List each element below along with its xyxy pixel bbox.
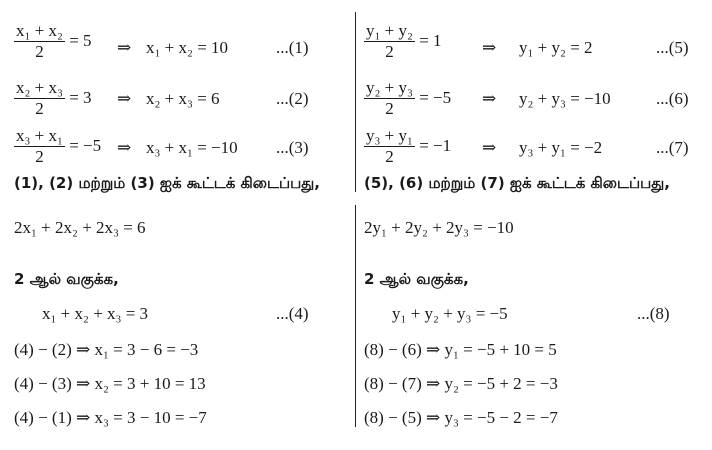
left-arrow-2: ⇒: [117, 89, 132, 108]
fraction-rhs: = 5: [69, 30, 92, 50]
right-result-1: y₁ + y₂ = 2: [519, 38, 593, 57]
column-divider-bottom: [355, 205, 356, 427]
left-result-3: x₃ + x₁ = −10: [146, 138, 238, 157]
left-arrow-3: ⇒: [117, 138, 132, 157]
left-result-x2: (4) − (3) ⇒ x₂ = 3 + 10 = 13: [14, 374, 206, 393]
left-tag-2: ...(2): [276, 89, 309, 108]
right-adding-text: (5), (6) மற்றும் (7) ஐக் கூட்டக் கிடைப்பது,: [364, 174, 670, 192]
right-tag-8: ...(8): [637, 304, 670, 323]
right-result-y1: (8) − (6) ⇒ y₁ = −5 + 10 = 5: [364, 340, 557, 359]
fraction-denominator: 2: [385, 99, 394, 118]
right-arrow-1: ⇒: [482, 38, 497, 57]
column-divider-top: [355, 12, 356, 192]
fraction-rhs: = 3: [69, 87, 92, 107]
fraction-denominator: 2: [35, 147, 44, 166]
right-fraction-1: [364, 22, 415, 62]
right-tag-1: ...(5): [656, 38, 689, 57]
left-eq-row-2: [14, 79, 92, 119]
right-arrow-2: ⇒: [482, 89, 497, 108]
left-adding-text: (1), (2) மற்றும் (3) ஐக் கூட்டக் கிடைப்பது,: [14, 174, 320, 192]
fraction-rhs: = −1: [419, 135, 452, 155]
left-result-x3: (4) − (1) ⇒ x₃ = 3 − 10 = −7: [14, 408, 207, 427]
left-result-x1: (4) − (2) ⇒ x₁ = 3 − 6 = −3: [14, 340, 199, 359]
right-result-2: y₂ + y₃ = −10: [519, 89, 611, 108]
fraction-denominator: 2: [385, 42, 394, 61]
left-tag-4: ...(4): [276, 304, 309, 323]
right-result-y3: (8) − (5) ⇒ y₃ = −5 − 2 = −7: [364, 408, 558, 427]
fraction-numerator: y₁ + y₂: [366, 21, 413, 40]
right-fraction-3: [364, 127, 415, 167]
left-result-1: x₁ + x₂ = 10: [146, 38, 229, 57]
left-fraction-1: [14, 22, 65, 62]
left-result-2: x₂ + x₃ = 6: [146, 89, 220, 108]
left-eq-row-1: [14, 22, 92, 62]
fraction-denominator: 2: [385, 147, 394, 166]
fraction-denominator: 2: [35, 99, 44, 118]
fraction-rhs: = −5: [69, 135, 102, 155]
fraction-numerator: y₃ + y₁: [366, 126, 413, 145]
right-eq-row-1: [364, 22, 442, 62]
left-tag-3: ...(3): [276, 138, 309, 157]
left-fraction-2: [14, 79, 65, 119]
right-eq-row-2: [364, 79, 451, 119]
left-equation-4: x₁ + x₂ + x₃ = 3: [42, 304, 149, 323]
left-fraction-3: [14, 127, 65, 167]
left-sum-equation: 2x₁ + 2x₂ + 2x₃ = 6: [14, 218, 146, 237]
left-divide-text: 2 ஆல் வகுக்க,: [14, 270, 119, 288]
right-result-y2: (8) − (7) ⇒ y₂ = −5 + 2 = −3: [364, 374, 558, 393]
right-tag-2: ...(6): [656, 89, 689, 108]
fraction-denominator: 2: [35, 42, 44, 61]
fraction-numerator: x₂ + x₃: [16, 78, 63, 97]
fraction-rhs: = 1: [419, 30, 442, 50]
left-arrow-1: ⇒: [117, 38, 132, 57]
right-arrow-3: ⇒: [482, 138, 497, 157]
right-fraction-2: [364, 79, 415, 119]
left-eq-row-3: [14, 127, 101, 167]
fraction-numerator: y₂ + y₃: [366, 78, 413, 97]
right-sum-equation: 2y₁ + 2y₂ + 2y₃ = −10: [364, 218, 514, 237]
right-result-3: y₃ + y₁ = −2: [519, 138, 603, 157]
right-divide-text: 2 ஆல் வகுக்க,: [364, 270, 469, 288]
fraction-numerator: x₃ + x₁: [16, 126, 63, 145]
fraction-numerator: x₁ + x₂: [16, 21, 63, 40]
left-tag-1: ...(1): [276, 38, 309, 57]
right-tag-3: ...(7): [656, 138, 689, 157]
right-eq-row-3: [364, 127, 451, 167]
right-equation-8: y₁ + y₂ + y₃ = −5: [392, 304, 508, 323]
fraction-rhs: = −5: [419, 87, 452, 107]
